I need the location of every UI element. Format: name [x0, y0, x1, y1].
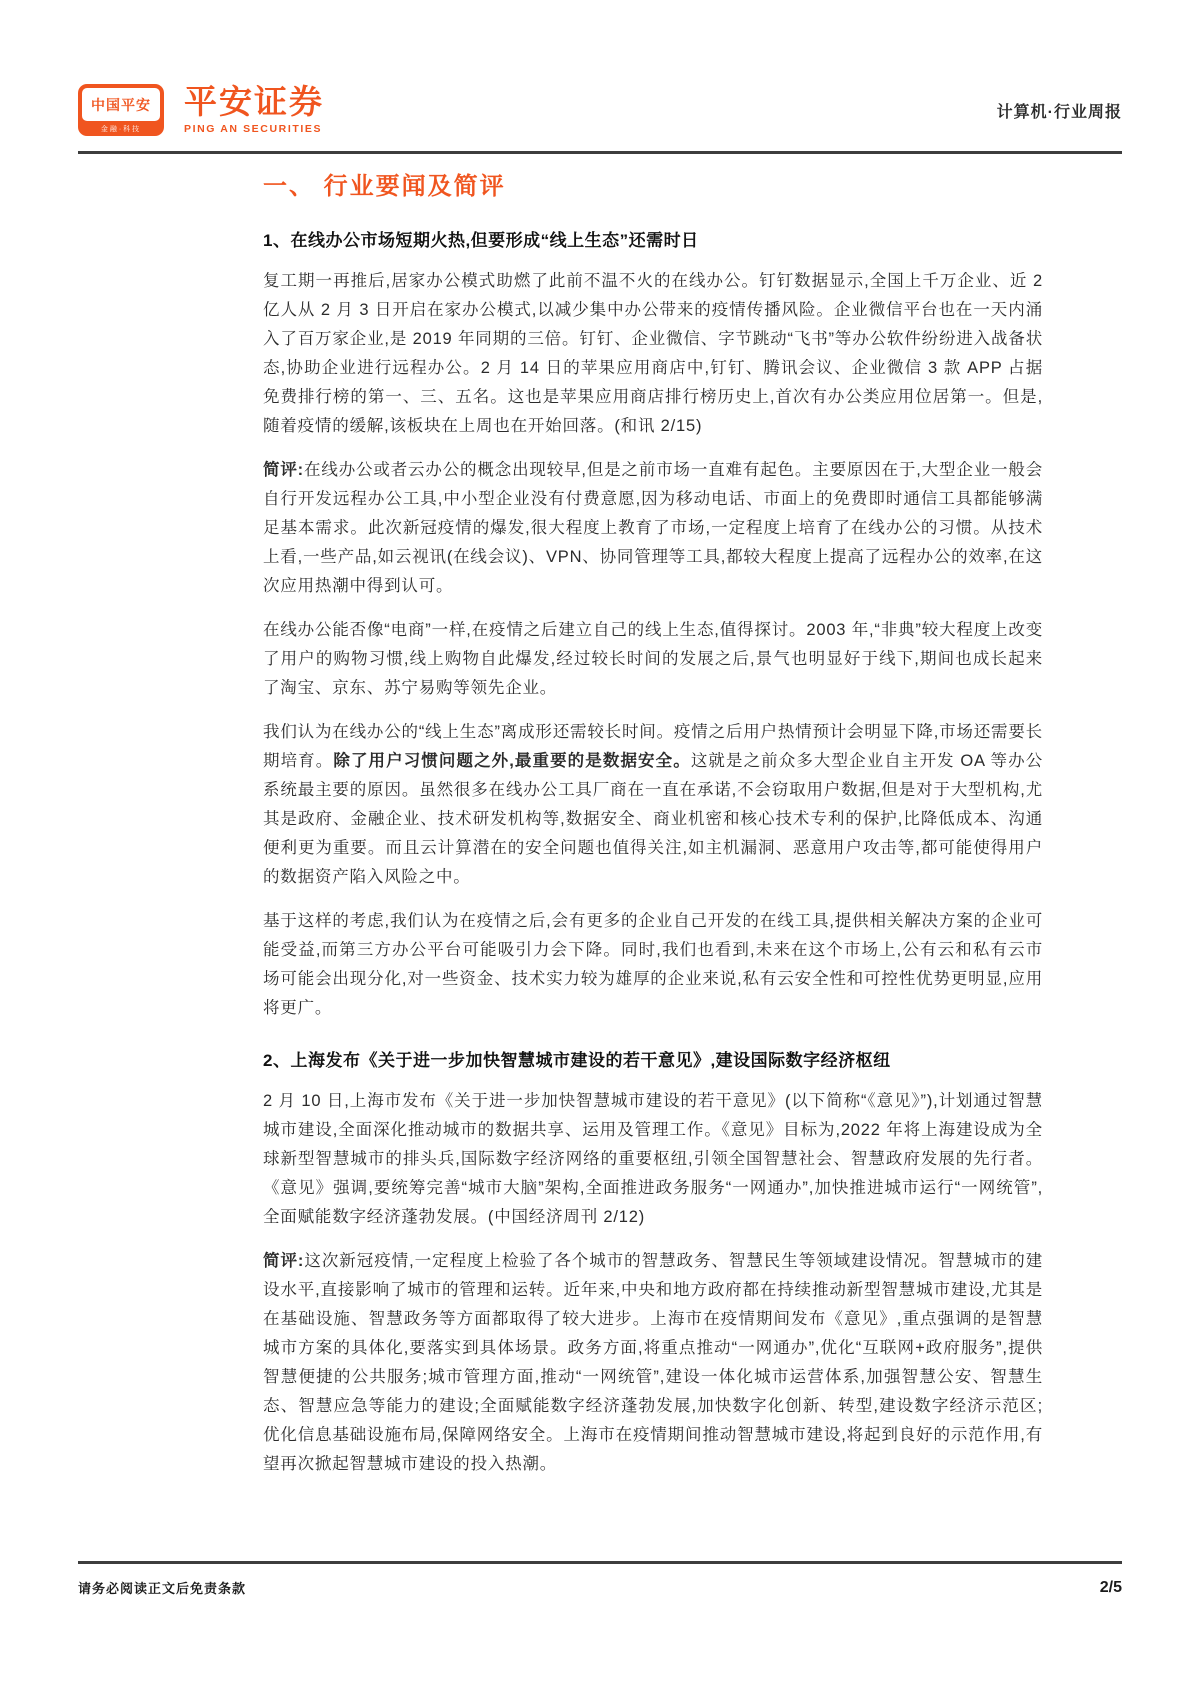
- footer-divider: [78, 1561, 1122, 1564]
- logo-badge-subtext: 金融·科技: [100, 125, 142, 133]
- news-item-heading: [263, 229, 1043, 253]
- pingan-logo: [78, 84, 324, 136]
- header-divider: [78, 151, 1122, 154]
- news-item-heading: [263, 1049, 1043, 1073]
- section-title: 一、 行业要闻及简评: [263, 173, 506, 200]
- pingan-logo-badge: [78, 84, 164, 136]
- brand-name: 平安证券: [184, 83, 324, 121]
- logo-badge-text: 中国平安: [82, 88, 160, 121]
- text-run: 这次新冠疫情,一定程度上检验了各个城市的智慧政务、智慧民生等领域建设情况。智慧城市的建设水平,直接影响了城市的管理和运转。近年来,中央和地方政府都在持续推动新型智慧城市建设,尤其是在基础设施、智慧政务等方面都取得了较大进步。上海市在疫情期间发布《意见》,重点强调的是智慧城市方案的具体化,要落实到具体场景。政务方面,将重点推动“一网通办”,优化“互联网+政府服务”,提供智慧便捷的公共服务;城市管理方面,推动“一网统管”,建设一体化城市运营体系,加强智慧公安、智慧生态、智慧应急等能力的建设;全面赋能数字经济蓬勃发展,加快数字化创新、转型,建设数字经济示范区;优化信息基础设施布局,保障网络安全。上海市在疫情期间推动智慧城市建设,将起到良好的示范作用,有望再次掀起智慧城市建设的投入热潮。: [263, 1252, 1043, 1473]
- text-run: 在线办公能否像“电商”一样,在疫情之后建立自己的线上生态,值得探讨。2003 年,“非典”较大程度上改变了用户的购物习惯,线上购物自此爆发,经过较长时间的发展之后,景气也明显好于线下,期间也成长起来了淘宝、京东、苏宁易购等领先企业。: [263, 621, 1043, 697]
- bold-text-run: 简评:: [263, 1252, 305, 1270]
- bold-text-run: 简评:: [263, 461, 304, 479]
- footer-disclaimer: 请务必阅读正文后免责条款: [78, 1581, 247, 1596]
- paragraph: [263, 616, 1043, 703]
- footer: [78, 1578, 1122, 1597]
- paragraph: [263, 907, 1043, 1023]
- paragraph: [263, 456, 1043, 601]
- bold-text-run: 1、在线办公市场短期火热,但要形成“线上生态”还需时日: [263, 231, 699, 250]
- text-run: 2 月 10 日,上海市发布《关于进一步加快智慧城市建设的若干意见》(以下简称“《意见》”),计划通过智慧城市建设,全面深化推动城市的数据共享、运用及管理工作。《意见》目标为,2022 年将上海建设成为全球新型智慧城市的排头兵,国际数字经济网络的重要枢纽,引领全国智慧社会、智慧政府发展的先行者。《意见》强调,要统筹完善“城市大脑”架构,全面推进政务服务“一网通办”,加快推进城市运行“一网统管”, 全面赋能数字经济蓬勃发展。(中国经济周刊 2/12): [263, 1092, 1043, 1226]
- document-content: [263, 166, 1043, 1494]
- document-body: [263, 229, 1043, 1479]
- paragraph: [263, 1087, 1043, 1232]
- paragraph: [263, 1247, 1043, 1479]
- bold-text-run: 2、上海发布《关于进一步加快智慧城市建设的若干意见》,建设国际数字经济枢纽: [263, 1051, 891, 1070]
- text-run: 我们认为在线办公的“线上生态”离成形还需较长时间。疫情之后用户热情预计会明显下降,市场还需要长期培育。: [263, 723, 1043, 770]
- brand-block: [184, 85, 324, 135]
- paragraph: [263, 267, 1043, 441]
- paragraph: [263, 718, 1043, 892]
- report-type-label: 计算机·行业周报: [996, 103, 1122, 121]
- header: [78, 84, 1122, 136]
- text-run: 基于这样的考虑,我们认为在疫情之后,会有更多的企业自己开发的在线工具,提供相关解决方案的企业可能受益,而第三方办公平台可能吸引力会下降。同时,我们也看到,未来在这个市场上,公有云和私有云市场可能会出现分化,对一些资金、技术实力较为雄厚的企业来说,私有云安全性和可控性优势更明显,应用将更广。: [263, 912, 1043, 1017]
- text-run: 在线办公或者云办公的概念出现较早,但是之前市场一直难有起色。主要原因在于,大型企业一般会自行开发远程办公工具,中小型企业没有付费意愿,因为移动电话、市面上的免费即时通信工具都能够满足基本需求。此次新冠疫情的爆发,很大程度上教育了市场,一定程度上培育了在线办公的习惯。从技术上看,一些产品,如云视讯(在线会议)、VPN、协同管理等工具,都较大程度上提高了远程办公的效率,在这次应用热潮中得到认可。: [263, 461, 1043, 595]
- text-run: 复工期一再推后,居家办公模式助燃了此前不温不火的在线办公。钉钉数据显示,全国上千万企业、近 2 亿人从 2 月 3 日开启在家办公模式,以减少集中办公带来的疫情传播风险。企业微信平台也在一天内涌入了百万家企业,是 2019 年同期的三倍。钉钉、企业微信、字节跳动“飞书”等办公软件纷纷进入战备状态,协助企业进行远程办公。2 月 14 日的苹果应用商店中,钉钉、腾讯会议、企业微信 3 款 APP 占据免费排行榜的第一、三、五名。这也是苹果应用商店排行榜历史上,首次有办公类应用位居第一。但是,随着疫情的缓解,该板块在上周也在开始回落。(和讯 2/15): [263, 272, 1043, 435]
- page-number: 2/5: [1099, 1578, 1122, 1596]
- brand-subtitle: PING AN SECURITIES: [184, 123, 323, 136]
- bold-text-run: 除了用户习惯问题之外,最重要的是数据安全。: [333, 752, 691, 770]
- text-run: 这就是之前众多大型企业自主开发 OA 等办公系统最主要的原因。虽然很多在线办公工具厂商在一直在承诺,不会窃取用户数据,但是对于大型机构,尤其是政府、金融企业、技术研发机构等,数据安全、商业机密和核心技术专利的保护,比降低成本、沟通便利更为重要。而且云计算潜在的安全问题也值得关注,如主机漏洞、恶意用户攻击等,都可能使得用户的数据资产陷入风险之中。: [263, 752, 1043, 886]
